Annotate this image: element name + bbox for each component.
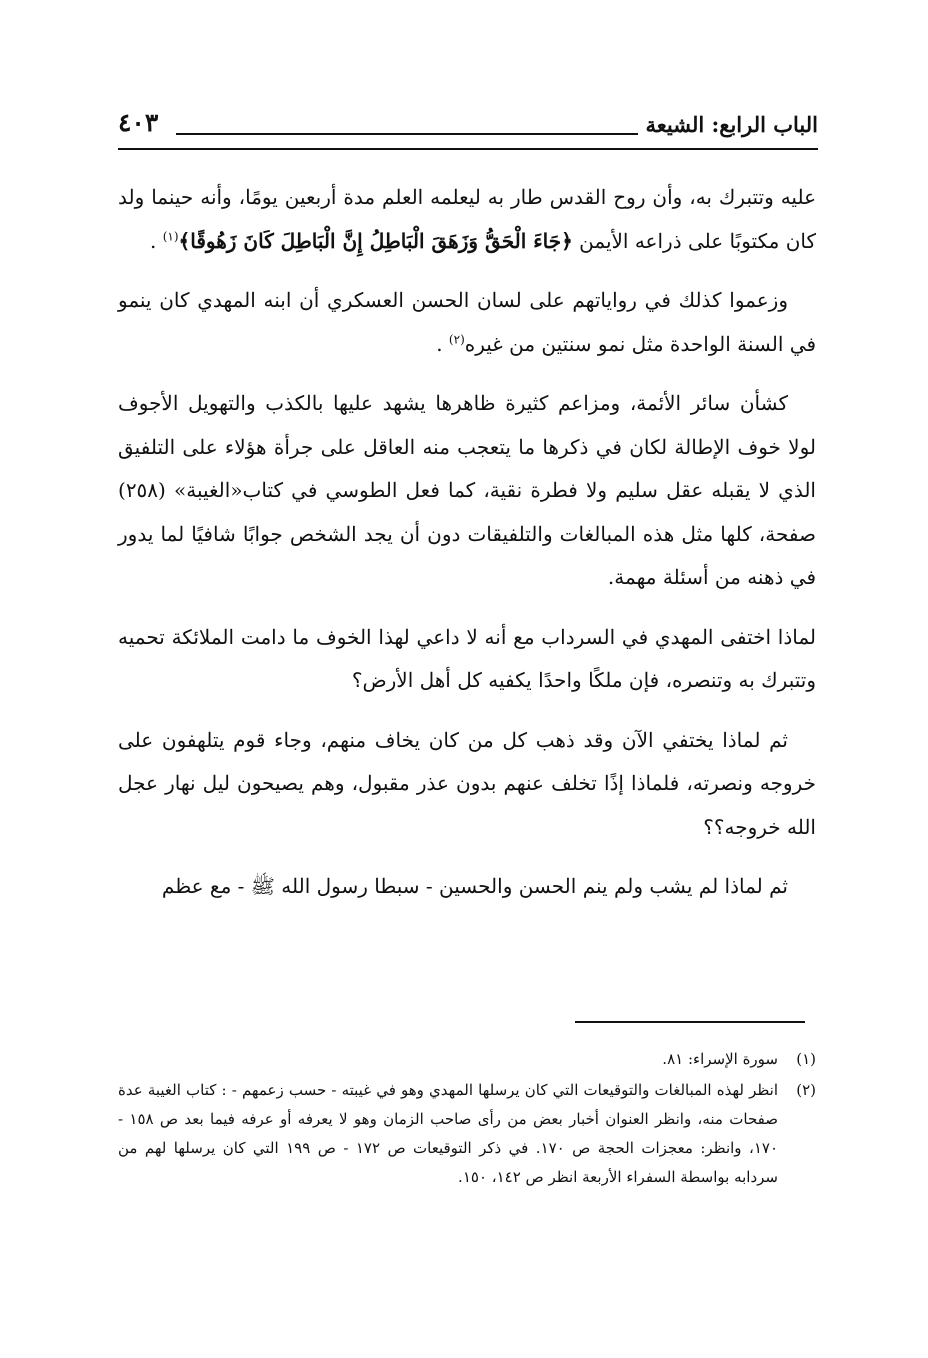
running-header <box>118 108 818 150</box>
main-text <box>118 176 816 925</box>
footnote-ref-2: (٢) <box>448 331 465 346</box>
page-number: ٤٠٣ <box>118 108 159 137</box>
paragraph-1 <box>118 176 816 263</box>
quran-verse: ﴿جَاءَ الْحَقُّ وَزَهَقَ الْبَاطِلُ إِنَّ الْبَاطِلَ كَانَ زَهُوقًا﴾ <box>178 228 573 253</box>
header-line <box>176 133 638 135</box>
footnote-2 <box>118 1076 816 1192</box>
paragraph-3: كشأن سائر الأئمة، ومزاعم كثيرة ظاهرها يشهد عليها بالكذب والتهويل الأجوف لولا خوف الإطالة لكان في ذكرها ما يتعجب منه العاقل على جرأة هؤلاء على التلفيق الذي لا يقبله عقل سليم ولا فطرة نقية، كما فعل الطوسي في كتاب«الغيبة» (٢٥٨) صفحة، كلها مثل هذه المبالغات والتلفيقات دون أن يجد الشخص جوابًا شافيًا لما يدور في ذهنه من أسئلة مهمة. <box>118 391 816 589</box>
footnote-2-number: (٢) <box>796 1081 816 1099</box>
chapter-title: الباب الرابع: الشيعة <box>645 112 818 137</box>
footnote-1 <box>118 1045 816 1074</box>
paragraph-1-text: عليه وتتبرك به، وأن روح القدس طار به ليعلمه العلم مدة أربعين يومًا، وأنه حينما ولد كان مكتوبًا على ذراعه الأيمن <box>118 185 816 253</box>
paragraph-2-text: وزعموا كذلك في رواياتهم على لسان الحسن العسكري أن ابنه المهدي كان ينمو في السنة الواحدة مثل نمو سنتين من غيره <box>118 288 816 356</box>
footnote-2-text: انظر لهذه المبالغات والتوقيعات التي كان يرسلها المهدي وهو في غيبته - حسب زعمهم - : كتاب الغيبة عدة صفحات منه، وانظر العنوان أخبار بعض من رأى صاحب الزمان وهو لا يعرفه أو عرفه فيما بعد ص ١٥٨ - ١٧٠، وانظر: معجزات الحجة ص ١٧٠. في ذكر التوقيعات ص ١٧٢ - ص ١٩٩ التي كان يرسلها لهم من سردابه بواسطة السفراء الأربعة انظر ص ١٤٢، ١٥٠. <box>118 1081 778 1186</box>
paragraph-2-end: . <box>436 331 449 356</box>
footnote-1-text: سورة الإسراء: ٨١. <box>662 1050 778 1068</box>
footnote-ref-1: (١) <box>162 228 179 243</box>
paragraph-5: ثم لماذا يختفي الآن وقد ذهب كل من كان يخاف منهم، وجاء قوم يتلهفون على خروجه ونصرته، فلماذا إذًا تخلف عنهم بدون عذر مقبول، وهم يصيحون ليل نهار عجل الله خروجه؟؟ <box>118 727 816 839</box>
paragraph-1-end: . <box>150 228 163 253</box>
paragraph-2 <box>118 279 816 366</box>
header-rule <box>118 148 818 150</box>
footnote-separator <box>575 1021 805 1023</box>
footnotes <box>118 1045 816 1194</box>
paragraph-6: ثم لماذا لم يشب ولم ينم الحسن والحسين - سبطا رسول الله ﷺ - مع عظم <box>161 874 788 898</box>
paragraph-4: لماذا اختفى المهدي في السرداب مع أنه لا داعي لهذا الخوف ما دامت الملائكة تحميه وتتبرك به وتنصره، فإن ملكًا واحدًا يكفيه كل أهل الأرض؟ <box>118 624 816 692</box>
footnote-1-number: (١) <box>796 1050 816 1068</box>
